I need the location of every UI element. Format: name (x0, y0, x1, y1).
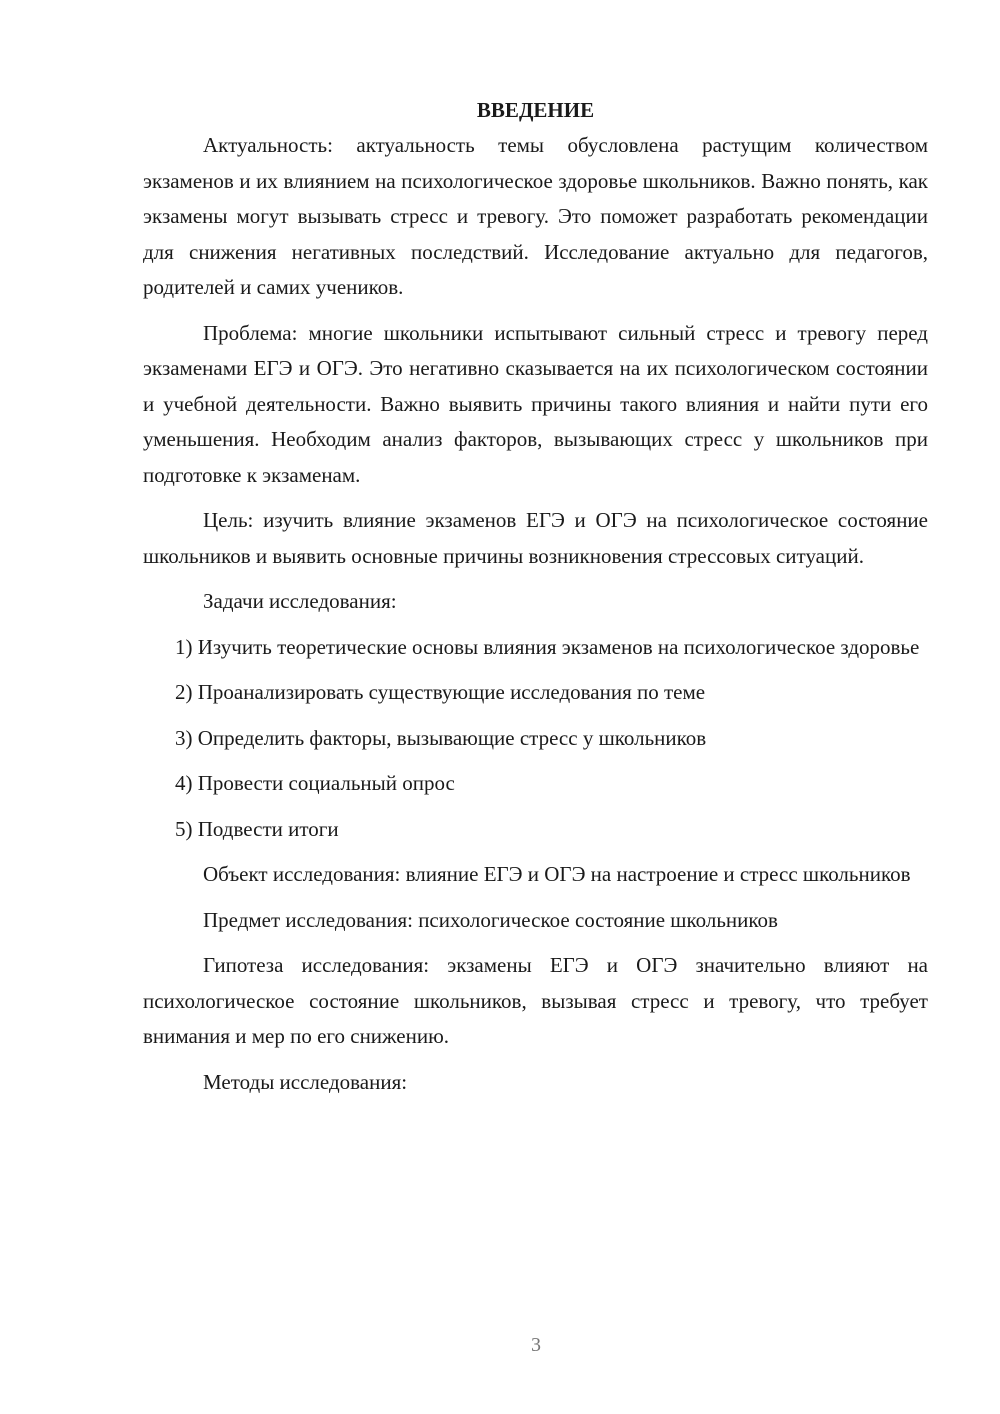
paragraph-relevance: Актуальность: актуальность темы обусловлена растущим количеством экзаменов и их влиянием на психологическое здоровье школьников. Важно понять, как экзамены могут вызывать стресс и тревогу. Это поможет разработать рекомендации для снижения негативных последствий. Исследование актуально для педагогов, родителей и самих учеников. (143, 133, 928, 299)
document-page (143, 92, 928, 1110)
tasks-list (143, 630, 928, 848)
paragraph-methods-heading: Методы исследования: (203, 1069, 408, 1094)
paragraph-hypothesis: Гипотеза исследования: экзамены ЕГЭ и ОГЭ значительно влияют на психологическое состояние школьников, вызывая стресс и тревогу, что требует внимания и мер по его снижению. (143, 953, 928, 1048)
list-item: 4) Провести социальный опрос (175, 771, 455, 795)
paragraph-goal: Цель: изучить влияние экзаменов ЕГЭ и ОГЭ на психологическое состояние школьников и выявить основные причины возникновения стрессовых ситуаций. (143, 508, 928, 568)
paragraph-subject: Предмет исследования: психологическое состояние школьников (203, 907, 778, 932)
paragraph-tasks-heading: Задачи исследования: (203, 589, 397, 613)
paragraph-object: Объект исследования: влияние ЕГЭ и ОГЭ на настроение и стресс школьников (203, 862, 911, 886)
list-item: 1) Изучить теоретические основы влияния экзаменов на психологическое здоровье (175, 634, 920, 659)
section-title: ВВЕДЕНИЕ (476, 98, 595, 122)
paragraph-problem: Проблема: многие школьники испытывают сильный стресс и тревогу перед экзаменами ЕГЭ и ОГЭ. Это негативно сказывается на их психологическом состоянии и учебной деятельности. Важно выявить причины такого влияния и найти пути его уменьшения. Необходим анализ факторов, вызывающих стресс у школьников при подготовке к экзаменам. (143, 320, 928, 487)
list-item: 5) Подвести итоги (175, 816, 339, 841)
page-number: 3 (531, 1334, 541, 1356)
list-item: 2) Проанализировать существующие исследования по теме (175, 680, 706, 704)
list-item: 3) Определить факторы, вызывающие стресс у школьников (175, 725, 707, 750)
